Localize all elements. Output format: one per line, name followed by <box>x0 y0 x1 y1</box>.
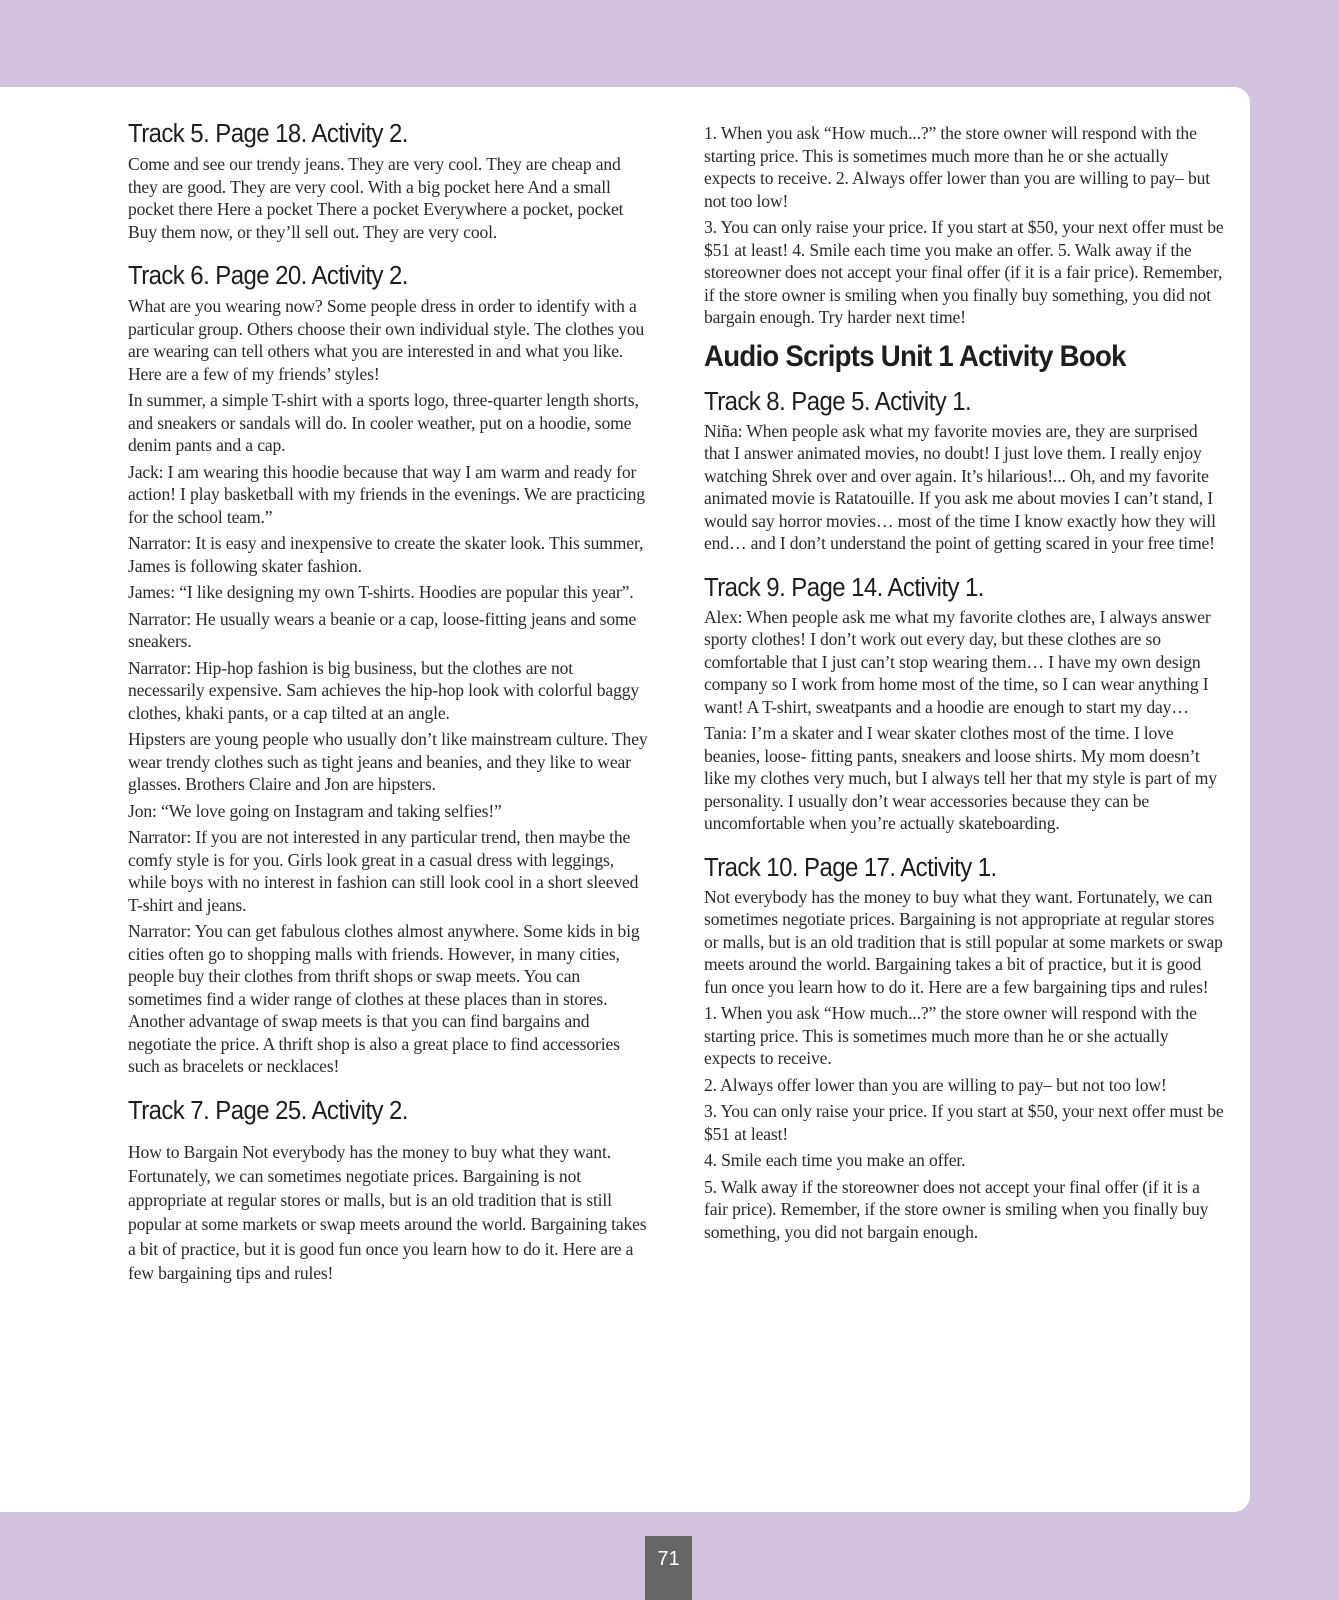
track-8-text: Niña: When people ask what my favorite movies are, they are surprised that I answer animated movies, no doubt! I just love them. I really enjoy watching Shrek over and over again. It’s hilarious!... Oh, and my favorite animated movie is Ratatouille. If you ask me about movies I can’t stand, I would say horror movies… most of the time I know exactly how they will end… and I don’t understand the point of getting scared in your free time! <box>704 420 1216 553</box>
track-8-title: Track 8. Page 5. Activity 1. <box>704 387 972 416</box>
track-10-paragraph: 1. When you ask “How much...?” the store owner will respond with the starting price. This is sometimes much more than he or she actually expects to receive. <box>704 1003 1197 1068</box>
track-10-paragraph: Not everybody has the money to buy what they want. Fortunately, we can sometimes negotiate prices. Bargaining is not appropriate at regular stores or malls, but is an old tradition that is still popular at some markets or swap meets around the world. Bargaining takes a bit of practice, but it is good fun once you learn how to do it. Here are a few bargaining tips and rules! <box>704 886 1223 997</box>
track-10-paragraph: 4. Smile each time you make an offer. <box>704 1150 966 1170</box>
track-6-title: Track 6. Page 20. Activity 2. <box>128 262 408 290</box>
track-6-paragraph: Jon: “We love going on Instagram and taking selfies!” <box>128 800 502 821</box>
left-column <box>128 87 648 1285</box>
track-6-paragraph: Narrator: You can get fabulous clothes almost anywhere. Some kids in big cities often go to shopping malls with friends. However, in many cities, people buy their clothes from thrift shops or swap meets. You can sometimes find a wider range of clothes at these places than in stores. Another advantage of swap meets is that you can find bargains and negotiate the price. A thrift shop is also a great place to find accessories such as bracelets or necklaces! <box>128 921 640 1076</box>
track-6-paragraph: Narrator: He usually wears a beanie or a cap, loose-fitting jeans and some sneakers. <box>128 608 637 651</box>
track-7-title: Track 7. Page 25. Activity 2. <box>128 1096 408 1125</box>
track-6-paragraph: Narrator: If you are not interested in any particular trend, then maybe the comfy style is for you. Girls look great in a casual dress with leggings, while boys with no interest in fashion can still look cool in a short sleeved T-shirt and jeans. <box>128 827 639 915</box>
track-10-paragraph: 5. Walk away if the storeowner does not accept your final offer (if it is a fair price). Remember, if the store owner is smiling when you finally buy something, you did not bargain enough. <box>704 1176 1209 1242</box>
track-10-paragraph: 2. Always offer lower than you are willing to pay– but not too low! <box>704 1074 1167 1095</box>
track-7-text: How to Bargain Not everybody has the money to buy what they want. Fortunately, we can sometimes negotiate prices. Bargaining is not appropriate at regular stores or malls, but is an old tradition that is still popular at some markets or swap meets around the world. Bargaining takes a bit of practice, but it is good fun once you learn how to do it. Here are a few bargaining tips and rules! <box>128 1141 647 1283</box>
track-6-paragraph: Hipsters are young people who usually don’t like mainstream culture. They wear trendy clothes such as tight jeans and beanies, and they like to wear glasses. Brothers Claire and Jon are hipsters. <box>128 729 648 794</box>
track-5-title: Track 5. Page 18. Activity 2. <box>128 120 408 148</box>
page-sheet <box>0 87 1250 1512</box>
track-10-title: Track 10. Page 17. Activity 1. <box>704 853 997 882</box>
track-9-paragraph: Tania: I’m a skater and I wear skater clothes most of the time. I love beanies, loose- fitting pants, sneakers and loose shirts. My mom doesn’t like my clothes very much, but I always tell her that my style is part of my personality. I usually don’t wear accessories because they can be uncomfortable when you’re actually skateboarding. <box>704 723 1217 833</box>
track-10-paragraph: 3. You can only raise your price. If you start at $50, your next offer must be $51 at least! <box>704 1101 1224 1144</box>
track-6-paragraph: Narrator: Hip-hop fashion is big business, but the clothes are not necessarily expensive. Sam achieves the hip-hop look with colorful baggy clothes, khaki pants, or a cap tilted at an angle. <box>128 657 640 723</box>
track-6-paragraph: Narrator: It is easy and inexpensive to create the skater look. This summer, James is following skater fashion. <box>128 533 644 576</box>
track-7-continued-paragraph: 1. When you ask “How much...?” the store owner will respond with the starting price. This is sometimes much more than he or she actually expects to receive. 2. Always offer lower than you are willing to pay– but not too low! <box>704 123 1210 211</box>
track-6-paragraph: James: “I like designing my own T-shirts. Hoodies are popular this year”. <box>128 582 634 602</box>
track-6-paragraph: Jack: I am wearing this hoodie because that way I am warm and ready for action! I play basketball with my friends in the evenings. We are practicing for the school team.” <box>128 461 645 527</box>
track-6-paragraph: In summer, a simple T-shirt with a sports logo, three-quarter length shorts, and sneakers or sandals will do. In cooler weather, put on a hoodie, some denim pants and a cap. <box>128 390 639 455</box>
page-number: 71 <box>645 1536 692 1600</box>
track-6-paragraph: What are you wearing now? Some people dress in order to identify with a particular group. Others choose their own individual style. The clothes you are wearing can tell others what you are interested in and what you like. Here are a few of my friends’ styles! <box>128 296 645 384</box>
section-heading: Audio Scripts Unit 1 Activity Book <box>704 339 1126 373</box>
track-5-text: Come and see our trendy jeans. They are very cool. They are cheap and they are good. They are very cool. With a big pocket here And a small pocket there Here a pocket There a pocket Everywhere a pocket, pocket Buy them now, or they’ll sell out. They are very cool. <box>128 154 624 242</box>
track-7-continued-paragraph: 3. You can only raise your price. If you start at $50, your next offer must be $51 at least! 4. Smile each time you make an offer. 5. Walk away if the storeowner does not accept your final offer (if it is a fair price). Remember, if the store owner is smiling when you finally buy something, you did not bargain enough. Try harder next time! <box>704 217 1224 327</box>
track-9-title: Track 9. Page 14. Activity 1. <box>704 573 984 602</box>
right-column <box>704 87 1224 1243</box>
track-9-paragraph: Alex: When people ask me what my favorite clothes are, I always answer sporty clothes! I don’t work out every day, but these clothes are so comfortable that I just can’t stop wearing them… I have my own design company so I work from home most of the time, so I can wear anything I want! A T-shirt, sweatpants and a hoodie are enough to start my day… <box>704 606 1211 717</box>
